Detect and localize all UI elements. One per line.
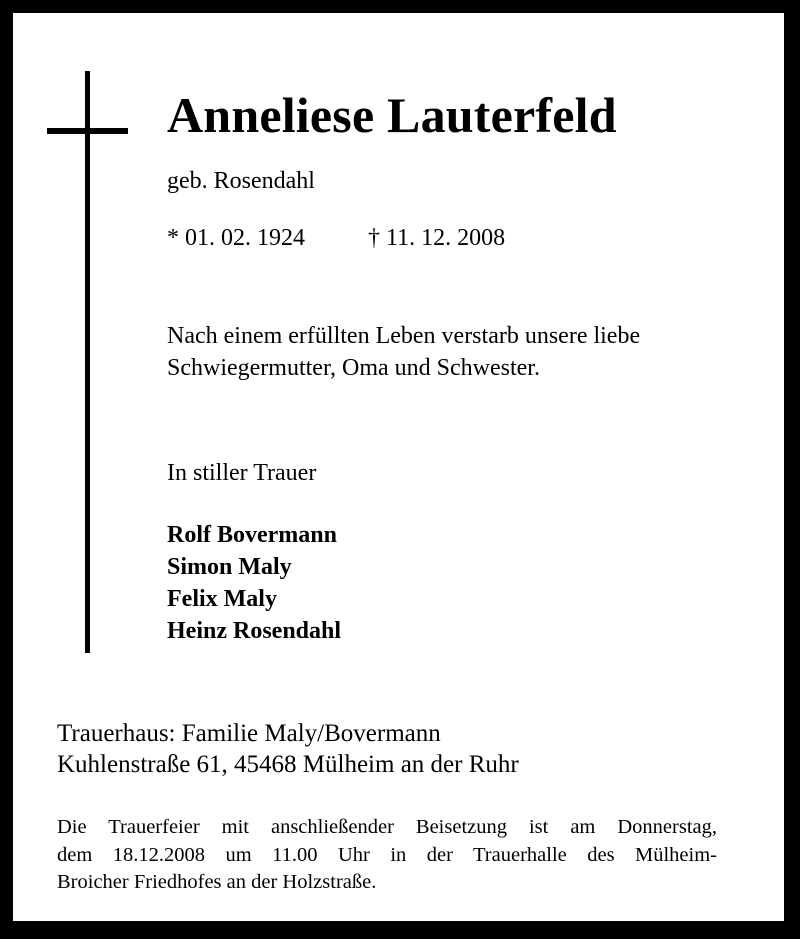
- obituary-message: [167, 320, 640, 384]
- deceased-name: Anneliese Lauterfeld: [167, 87, 617, 143]
- cross-icon-bar: [47, 128, 128, 134]
- message-line: Schwiegermutter, Oma und Schwester.: [167, 355, 540, 381]
- funeral-line: Die Trauerfeier mit anschließender Beisetzung ist am Donnerstag,: [57, 816, 717, 838]
- mourner-name: Heinz Rosendahl: [167, 618, 342, 644]
- death-date: † 11. 12. 2008: [368, 225, 506, 251]
- maiden-name: geb. Rosendahl: [167, 168, 315, 194]
- mourner-name: Rolf Bovermann: [167, 522, 337, 548]
- funeral-line: dem 18.12.2008 um 11.00 Uhr in der Trauerhalle des Mülheim-: [57, 843, 717, 866]
- address-line: Kuhlenstraße 61, 45468 Mülheim an der Ruhr: [57, 751, 519, 778]
- birth-date: * 01. 02. 1924: [167, 225, 305, 251]
- mourner-name: Simon Maly: [167, 554, 292, 580]
- life-dates: [167, 222, 506, 254]
- cross-icon: [85, 71, 90, 653]
- funeral-notice: [57, 814, 717, 897]
- message-line: Nach einem erfüllten Leben verstarb unsere liebe: [167, 323, 641, 349]
- obituary-card: [13, 13, 784, 921]
- address-line: Trauerhaus: Familie Maly/Bovermann: [57, 720, 441, 747]
- mourner-name: Felix Maly: [167, 586, 277, 612]
- funeral-line: Broicher Friedhofes an der Holzstraße.: [57, 871, 377, 893]
- mourning-house-address: [57, 718, 519, 780]
- mourners-list: [167, 519, 341, 647]
- mourning-phrase: In stiller Trauer: [167, 460, 317, 486]
